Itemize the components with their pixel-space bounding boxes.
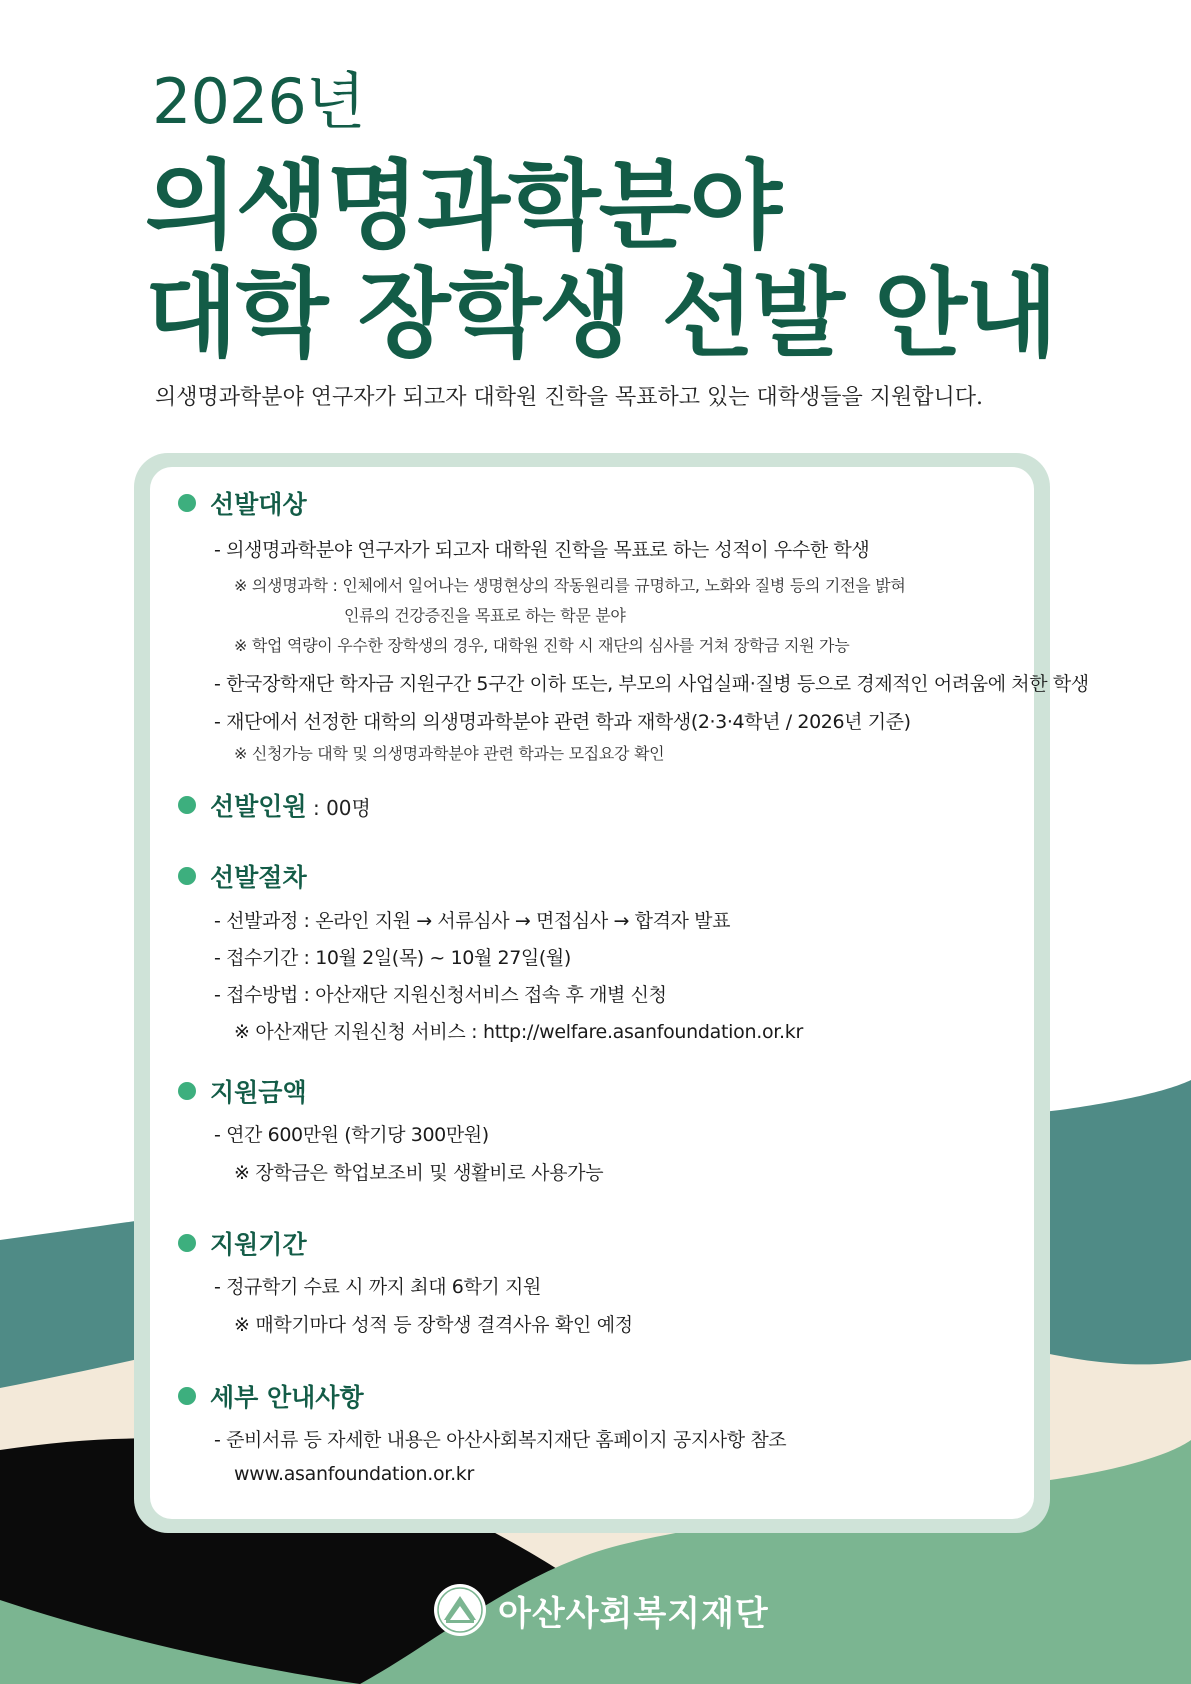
note-link[interactable]: ※ 아산재단 지원신청 서비스 : http://welfare.asanfoundation.or.kr xyxy=(234,1021,803,1043)
section-details xyxy=(178,1378,1024,1485)
list-item: - 연간 600만원 (학기당 300만원) xyxy=(214,1124,489,1146)
bullet-dot-icon xyxy=(178,494,196,512)
page-subtitle: 의생명과학분야 연구자가 되고자 대학원 진학을 목표하고 있는 대학생들을 지원합니다. xyxy=(155,385,984,410)
foundation-emblem-icon xyxy=(432,1582,488,1638)
section-procedure xyxy=(178,858,1024,1043)
footer-logo xyxy=(432,1582,769,1638)
section-title xyxy=(210,787,371,823)
note-item: ※ 의생명과학 : 인체에서 일어나는 생명현상의 작동원리를 규명하고, 노화와 질병 등의 기전을 밝혀 xyxy=(234,576,906,595)
page-title-line1: 의생명과학분야 xyxy=(145,150,781,262)
section-title: 세부 안내사항 xyxy=(210,1383,364,1412)
note-item: ※ 매학기마다 성적 등 장학생 결격사유 확인 예정 xyxy=(234,1314,633,1336)
bullet-dot-icon xyxy=(178,1387,196,1405)
section-amount xyxy=(178,1073,1024,1184)
website-link[interactable]: www.asanfoundation.or.kr xyxy=(234,1463,475,1485)
section-header xyxy=(178,485,1024,519)
section-count xyxy=(178,787,1024,821)
bullet-dot-icon xyxy=(178,1082,196,1100)
section-header xyxy=(178,858,1024,892)
list-item: - 접수방법 : 아산재단 지원신청서비스 접속 후 개별 신청 xyxy=(214,984,667,1006)
list-item: - 선발과정 : 온라인 지원 → 서류심사 → 면접심사 → 합격자 발표 xyxy=(214,910,731,932)
list-item: - 의생명과학분야 연구자가 되고자 대학원 진학을 목표로 하는 성적이 우수한 학생 xyxy=(214,539,870,561)
list-item: - 한국장학재단 학자금 지원구간 5구간 이하 또는, 부모의 사업실패·질병 등으로 경제적인 어려움에 처한 학생 xyxy=(214,673,1089,695)
list-item: - 정규학기 수료 시 까지 최대 6학기 지원 xyxy=(214,1276,541,1298)
section-title: 지원기간 xyxy=(210,1230,307,1259)
section-title: 선발절차 xyxy=(210,863,307,892)
bullet-dot-icon xyxy=(178,796,196,814)
section-period xyxy=(178,1225,1024,1336)
year-label: 2026년 xyxy=(152,65,365,138)
note-item: ※ 장학금은 학업보조비 및 생활비로 사용가능 xyxy=(234,1162,604,1184)
list-item: - 재단에서 선정한 대학의 의생명과학분야 관련 학과 재학생(2·3·4학년 / 2026년 기준) xyxy=(214,711,911,733)
note-item: ※ 학업 역량이 우수한 장학생의 경우, 대학원 진학 시 재단의 심사를 거쳐 장학금 지원 가능 xyxy=(234,636,850,655)
count-value: : 00명 xyxy=(306,796,371,820)
section-header xyxy=(178,787,1024,821)
list-item: - 준비서류 등 자세한 내용은 아산사회복지재단 홈페이지 공지사항 참조 xyxy=(214,1429,787,1451)
list-item: - 접수기간 : 10월 2일(목) ~ 10월 27일(월) xyxy=(214,947,571,969)
section-header xyxy=(178,1225,1024,1259)
section-title-text: 선발인원 xyxy=(210,792,307,821)
info-card xyxy=(134,453,1089,1533)
section-header xyxy=(178,1378,1024,1412)
bullet-dot-icon xyxy=(178,1234,196,1252)
section-title: 선발대상 xyxy=(210,490,307,519)
bullet-dot-icon xyxy=(178,867,196,885)
foundation-name: 아산사회복지재단 xyxy=(498,1593,769,1634)
note-item: 인류의 건강증진을 목표로 하는 학문 분야 xyxy=(344,606,626,625)
info-card-body xyxy=(150,467,1089,1519)
page-title-line2: 대학 장학생 선발 안내 xyxy=(145,258,1056,370)
note-item: ※ 신청가능 대학 및 의생명과학분야 관련 학과는 모집요강 확인 xyxy=(234,744,665,763)
section-target xyxy=(178,485,1089,763)
section-header xyxy=(178,1073,1024,1107)
section-title: 지원금액 xyxy=(210,1078,307,1107)
